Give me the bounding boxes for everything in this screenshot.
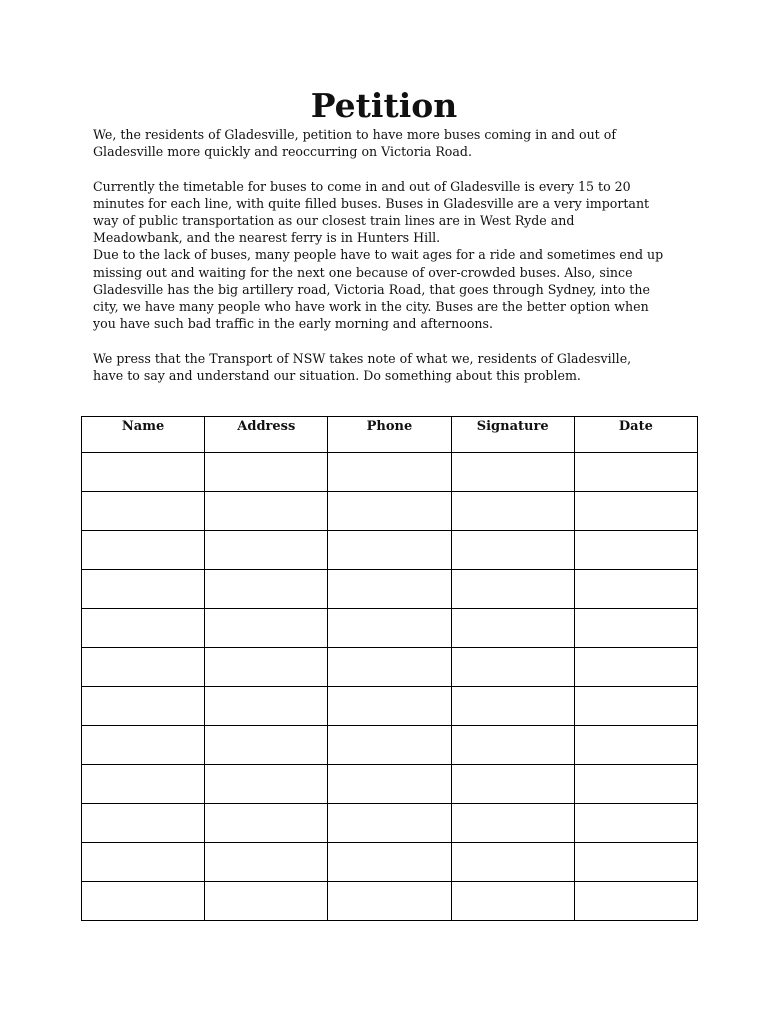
cell-address xyxy=(205,609,328,648)
cell-phone xyxy=(328,648,451,687)
cell-address xyxy=(205,492,328,531)
cell-phone xyxy=(328,531,451,570)
table-row xyxy=(82,531,698,570)
table-row xyxy=(82,570,698,609)
cell-phone xyxy=(328,843,451,882)
timetable-line: Meadowbank, and the nearest ferry is in Hunters Hill. xyxy=(93,230,441,246)
cell-date xyxy=(574,804,697,843)
table-body xyxy=(82,453,698,921)
cell-signature xyxy=(451,648,574,687)
cell-address xyxy=(205,843,328,882)
cell-address xyxy=(205,570,328,609)
cell-date xyxy=(574,687,697,726)
cell-address xyxy=(205,804,328,843)
cell-name xyxy=(82,453,205,492)
cell-date xyxy=(574,882,697,921)
cell-address xyxy=(205,648,328,687)
cell-name xyxy=(82,609,205,648)
cell-date xyxy=(574,453,697,492)
timetable-line: Due to the lack of buses, many people have to wait ages for a ride and sometimes end up xyxy=(93,247,664,263)
cell-address xyxy=(205,687,328,726)
table-row xyxy=(82,843,698,882)
cell-date xyxy=(574,765,697,804)
paragraph-gap xyxy=(93,332,693,349)
cell-phone xyxy=(328,765,451,804)
cell-phone xyxy=(328,804,451,843)
cell-address xyxy=(205,531,328,570)
cell-phone xyxy=(328,492,451,531)
timetable-line: you have such bad traffic in the early morning and afternoons. xyxy=(93,316,493,332)
petition-body xyxy=(93,126,693,384)
cell-signature xyxy=(451,570,574,609)
cell-date xyxy=(574,609,697,648)
table-row xyxy=(82,804,698,843)
cell-signature xyxy=(451,843,574,882)
cell-signature xyxy=(451,882,574,921)
column-header-name: Name xyxy=(82,417,205,453)
cell-date xyxy=(574,648,697,687)
column-header-signature: Signature xyxy=(451,417,574,453)
table-header-row xyxy=(82,417,698,453)
intro-line: We, the residents of Gladesville, petition to have more buses coming in and out of xyxy=(93,127,616,142)
cell-phone xyxy=(328,453,451,492)
timetable-line: way of public transportation as our closest train lines are in West Ryde and xyxy=(93,213,575,228)
closing-line: have to say and understand our situation. Do something about this problem. xyxy=(93,367,581,383)
table-row xyxy=(82,882,698,921)
table-row xyxy=(82,648,698,687)
table-row xyxy=(82,726,698,765)
cell-name xyxy=(82,648,205,687)
timetable-line: Currently the timetable for buses to come in and out of Gladesville is every 15 to 20 xyxy=(93,178,631,194)
cell-signature xyxy=(451,804,574,843)
cell-phone xyxy=(328,609,451,648)
column-header-phone: Phone xyxy=(328,417,451,453)
cell-signature xyxy=(451,453,574,492)
table-row xyxy=(82,687,698,726)
closing-line: We press that the Transport of NSW takes note of what we, residents of Gladesville, xyxy=(93,350,632,366)
signature-table xyxy=(81,416,698,921)
cell-address xyxy=(205,453,328,492)
cell-address xyxy=(205,882,328,921)
paragraph-gap xyxy=(93,160,693,177)
column-header-date: Date xyxy=(574,417,697,453)
timetable-line: missing out and waiting for the next one because of over-crowded buses. Also, since xyxy=(93,264,633,280)
intro-line: Gladesville more quickly and reoccurring on Victoria Road. xyxy=(93,144,472,160)
cell-date xyxy=(574,492,697,531)
cell-signature xyxy=(451,765,574,804)
table-row xyxy=(82,765,698,804)
cell-phone xyxy=(328,726,451,765)
cell-signature xyxy=(451,492,574,531)
timetable-line: city, we have many people who have work in the city. Buses are the better option when xyxy=(93,299,649,315)
cell-signature xyxy=(451,726,574,765)
cell-date xyxy=(574,726,697,765)
cell-signature xyxy=(451,531,574,570)
cell-name xyxy=(82,765,205,804)
cell-signature xyxy=(451,687,574,726)
cell-address xyxy=(205,726,328,765)
timetable-line: minutes for each line, with quite filled buses. Buses in Gladesville are a very important xyxy=(93,195,650,211)
cell-name xyxy=(82,843,205,882)
cell-name xyxy=(82,531,205,570)
table-row xyxy=(82,609,698,648)
cell-name xyxy=(82,882,205,921)
cell-address xyxy=(205,765,328,804)
table-row xyxy=(82,492,698,531)
column-header-address: Address xyxy=(205,417,328,453)
cell-name xyxy=(82,726,205,765)
cell-date xyxy=(574,843,697,882)
page-title: Petition xyxy=(310,86,458,125)
table-row xyxy=(82,453,698,492)
cell-signature xyxy=(451,609,574,648)
cell-date xyxy=(574,531,697,570)
cell-phone xyxy=(328,570,451,609)
timetable-line: Gladesville has the big artillery road, Victoria Road, that goes through Sydney, into the xyxy=(93,281,650,297)
cell-name xyxy=(82,570,205,609)
cell-name xyxy=(82,804,205,843)
cell-name xyxy=(82,687,205,726)
cell-phone xyxy=(328,882,451,921)
cell-date xyxy=(574,570,697,609)
cell-phone xyxy=(328,687,451,726)
cell-name xyxy=(82,492,205,531)
